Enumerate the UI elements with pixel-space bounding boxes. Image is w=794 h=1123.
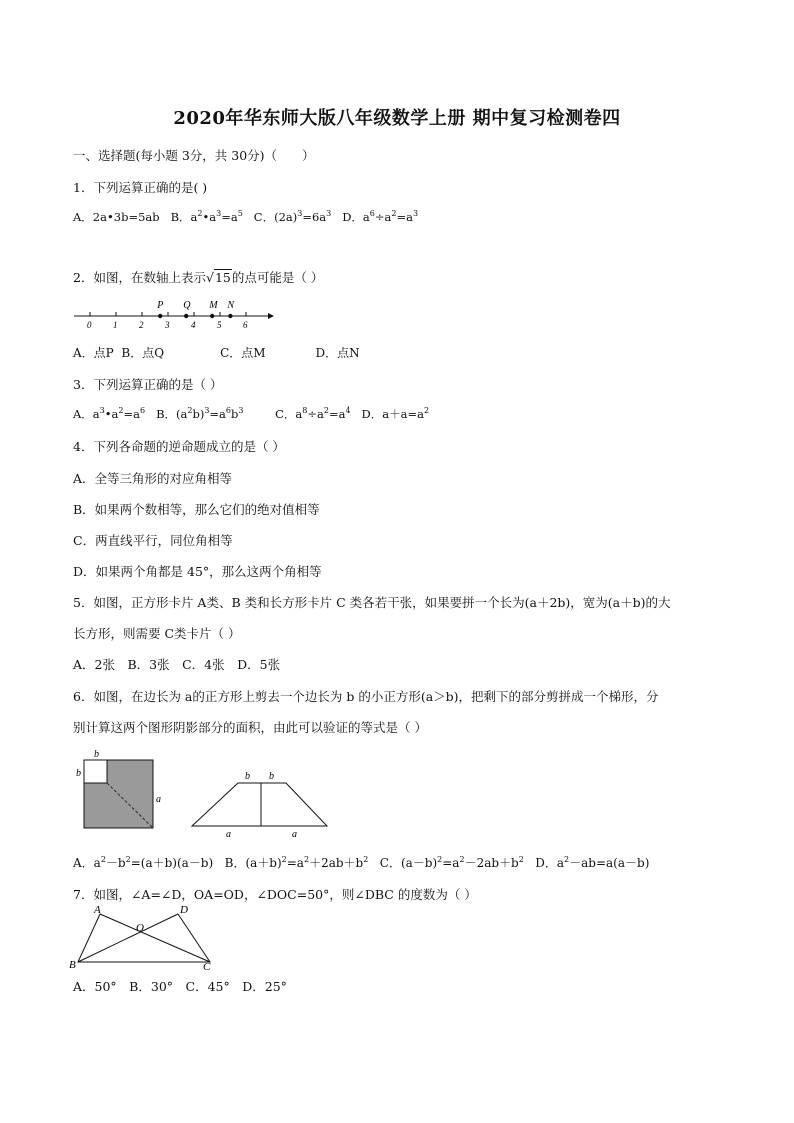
number-line-figure [72,294,282,334]
section-heading: 一、选择题(每小题 3分，共 30分)（ ） [73,148,315,163]
q5-stem-line1: 5．如图，正方形卡片 A类、B 类和长方形卡片 C 类各若干张，如果要拼一个长为(a＋2b)，宽为(a＋b)的大 [73,595,671,610]
number-line-point-Q [184,314,188,318]
q4-option-c: C．两直线平行，同位角相等 [73,533,233,548]
q2-option-c: C．点M [220,346,266,360]
label-b-top: b [94,749,99,760]
q3-option-a: A．$a^3•a^2=a^6$ [73,406,146,421]
q6-option-d: D．$a^2-ab=a(a-b)$ [535,855,650,870]
q6-option-a: A．$a^2-b^2=(a+b)(a-b)$ [73,855,214,870]
q3-option-c: C．$a^8\div a^2=a^4$ [275,406,351,421]
number-line-point-P [158,314,162,318]
q5-stem-line2: 长方形，则需要 C类卡片（ ） [73,626,241,641]
label-b-left: b [76,768,81,779]
outer-segments [78,914,210,962]
label-B: B [69,959,76,971]
q1-option-b: B．$a^2•a^3=a^5$ [170,209,243,224]
q7-options: A．50° B．30° C．45° D．25° [73,979,287,994]
label-D: D [180,904,188,916]
q6-stem-line2: 别计算这两个图形阴影部分的面积，由此可以验证的等式是（ ） [73,720,427,735]
label-A: A [94,904,101,916]
q1-option-d: D．$a^6\div a^2=a^3$ [342,209,419,224]
small-square-cutout [84,760,107,783]
number-line-arrow [268,313,274,319]
q3-option-d: D．$a+a=a^2$ [361,406,430,421]
q2-stem: 2．如图，在数轴上表示√15的点可能是（ ） [73,270,324,285]
number-line-tick-label-6: 6 [243,320,248,330]
q2-option-d: D．点N [315,346,360,360]
q3-options [73,406,429,422]
q2-option-a: A．点P [73,346,114,360]
segment-DB [78,914,178,962]
label-b-trap-1: b [245,771,250,782]
number-line-tick-label-4: 4 [191,320,196,330]
q1-stem: 1．下列运算正确的是( ) [73,180,208,195]
q4-stem: 4．下列各命题的逆命题成立的是（ ） [73,439,285,454]
label-a-trap-2: a [292,829,297,840]
square-trapezoid-figure [72,746,342,841]
page-title: 2020年华东师大版八年级数学上册 期中复习检测卷四 [173,108,621,129]
triangles-figure [64,904,224,972]
q7-stem: 7．如图，∠A=∠D，OA=OD，∠DOC=50°，则∠DBC 的度数为（ ） [73,887,477,902]
q3-stem: 3．下列运算正确的是（ ） [73,377,223,392]
q4-option-b: B．如果两个数相等，那么它们的绝对值相等 [73,502,320,517]
q3-option-b: B．$(a^2b)^3=a^6b^3$ [156,406,244,421]
number-line-point-M [210,314,214,318]
number-line-point-label-Q: Q [183,300,191,311]
label-a-right: a [156,794,161,805]
number-line-tick-label-0: 0 [87,320,92,330]
q6-option-b: B．$(a+b)^2=a^2+2ab+b^2$ [224,855,369,870]
number-line-point-label-N: N [227,300,235,311]
label-O: O [136,922,144,934]
q6-option-c: C．$(a-b)^2=a^2-2ab+b^2$ [379,855,524,870]
trapezoid [192,783,327,826]
number-line-point-N [228,314,232,318]
q6-options [73,854,649,871]
label-a-trap-1: a [226,829,231,840]
number-line-point-label-M: M [209,300,218,311]
number-line-tick-label-5: 5 [217,320,222,330]
number-line-tick-label-1: 1 [113,320,118,330]
q4-option-d: D．如果两个角都是 45°，那么这两个角相等 [73,564,322,579]
q1-options [73,209,418,225]
q1-option-a: A．2a•3b=5ab [73,210,160,224]
q6-stem-line1: 6．如图，在边长为 a的正方形上剪去一个边长为 b 的小正方形(a＞b)，把剩下的部分剪拼成一个梯形，分 [73,689,659,704]
number-line-tick-label-3: 3 [165,320,170,330]
label-b-trap-2: b [269,771,274,782]
number-line-point-label-P: P [157,300,164,311]
q2-option-b: B．点Q [121,346,165,360]
q4-option-a: A．全等三角形的对应角相等 [73,471,233,486]
q5-options: A．2张 B．3张 C．4张 D．5张 [73,657,281,672]
q1-option-c: C．$(2a)^3=6a^3$ [253,209,332,224]
number-line-tick-label-2: 2 [139,320,144,330]
label-C: C [203,961,211,972]
sqrt-symbol: √15 [205,270,231,285]
q2-options [73,344,360,361]
